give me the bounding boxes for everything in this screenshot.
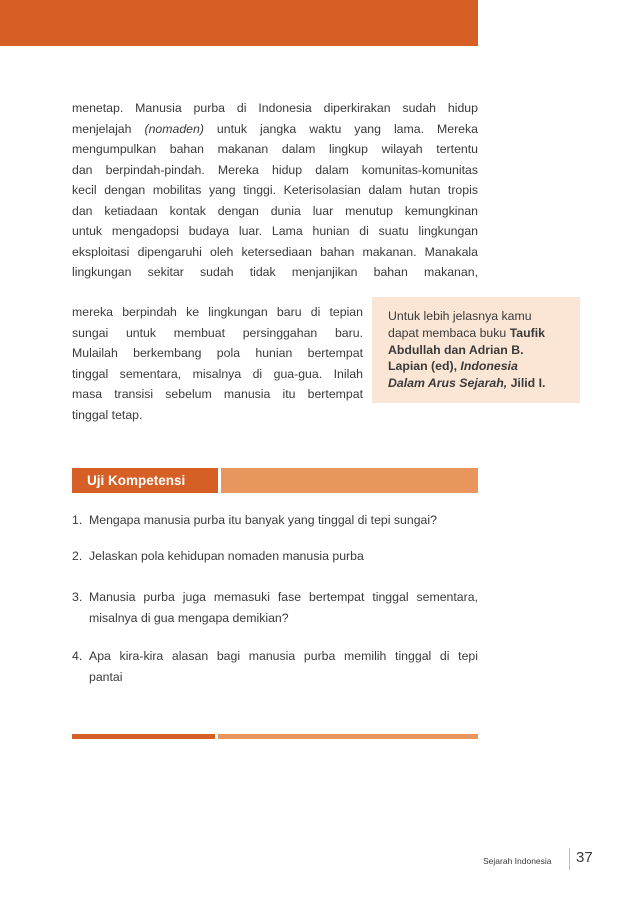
- text-line: tinggal tetap.: [72, 407, 143, 422]
- question-number: 3.: [72, 590, 83, 604]
- text-line: mereka berpindah ke lingkungan baru di tepian: [72, 305, 363, 319]
- text-line: menetap. Manusia purba di Indonesia diperkirakan sudah hidup: [72, 101, 478, 115]
- question-text: Manusia purba juga memasuki fase bertempat tinggal sementara,: [89, 590, 478, 604]
- question-text: Jelaskan pola kehidupan nomaden manusia purba: [89, 549, 364, 563]
- text-line: dan ketiadaan kontak dengan dunia luar menutup kemungkinan: [72, 203, 478, 218]
- text-line: Mulailah berkembang pola hunian bertempat: [72, 346, 363, 360]
- question-text: Mengapa manusia purba itu banyak yang tinggal di tepi sungai?: [89, 513, 437, 527]
- divider-rule-light: [354, 734, 478, 739]
- text-line: dan berpindah-pindah. Mereka hidup dalam komunitas-komunitas: [72, 162, 478, 177]
- infobox-line: Untuk lebih jelasnya kamu: [388, 309, 532, 323]
- text-line: lingkungan sekitar sudah tidak menjanjikan bahan makanan,: [72, 265, 478, 279]
- question-text: misalnya di gua mengapa demikian?: [89, 610, 289, 625]
- divider-rule-dark: [72, 734, 215, 739]
- question-number: 1.: [72, 513, 83, 527]
- question-number: 2.: [72, 549, 83, 563]
- text-line: menjelajah (nomaden) untuk jangka waktu yang lama. Mereka: [72, 121, 479, 136]
- footer-separator: [569, 848, 570, 870]
- footer-book-title: Sejarah Indonesia: [483, 856, 552, 866]
- infobox-line: Dalam Arus Sejarah, Jilid I.: [388, 376, 546, 391]
- text-line: untuk mengadopsi budaya luar. Lama hunian di suatu lingkungan: [72, 224, 478, 238]
- page-number: 37: [576, 849, 593, 866]
- text-line: mengumpulkan bahan makanan dalam lingkup wilayah tertentu: [72, 142, 478, 156]
- italic-term: (nomaden): [144, 121, 204, 136]
- infobox-line: Abdullah dan Adrian B.: [388, 342, 524, 357]
- body-paragraph: [72, 98, 478, 283]
- section-header-divider: [218, 468, 221, 493]
- body-paragraph-continued: [72, 302, 363, 425]
- divider-rule-light: [218, 734, 354, 739]
- text-line: tinggal sementara, misalnya di gua-gua. Inilah: [72, 366, 363, 381]
- question-text: pantai: [89, 669, 123, 684]
- text-line: sungai untuk membuat persinggahan baru.: [72, 325, 363, 340]
- question-text: Apa kira-kira alasan bagi manusia purba memilih tinggal di tepi: [89, 649, 478, 663]
- infobox-line: Lapian (ed), Indonesia: [388, 359, 518, 374]
- reading-reference-box: [372, 297, 580, 403]
- header-color-band: [0, 0, 478, 46]
- section-title: Uji Kompetensi: [72, 468, 218, 493]
- infobox-line: dapat membaca buku Taufik: [388, 325, 545, 340]
- text-line: eksploitasi dipengaruhi oleh ketersediaan bahan makanan. Manakala: [72, 244, 478, 259]
- text-line: masa transisi sebelum manusia itu bertempat: [72, 387, 363, 401]
- text-line: kecil dengan mobilitas yang tinggi. Keterisolasian dalam hutan tropis: [72, 183, 478, 197]
- question-number: 4.: [72, 649, 83, 663]
